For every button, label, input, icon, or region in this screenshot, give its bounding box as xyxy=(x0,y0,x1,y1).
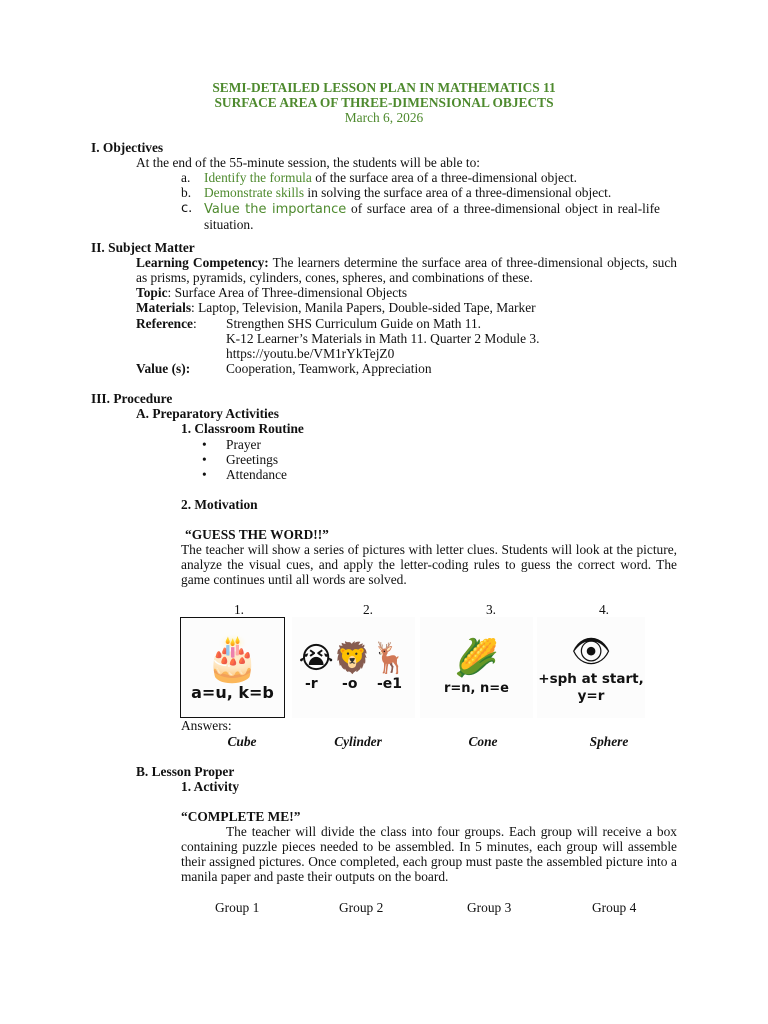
puzzle-number: 1. xyxy=(233,602,245,617)
group-label: Group 1 xyxy=(215,900,260,915)
reference-label: Reference xyxy=(136,316,193,331)
answer-4: Sphere xyxy=(589,734,629,749)
answers-label: Answers: xyxy=(181,718,232,733)
objective-a xyxy=(204,170,577,186)
routine-item: • Attendance xyxy=(226,467,287,483)
objective-c-highlight: Value the importance xyxy=(204,202,347,217)
lesson-date: March 6, 2026 xyxy=(344,110,424,125)
routine-item: • Greetings xyxy=(226,452,278,468)
eye-icon: 👁 xyxy=(570,631,612,670)
preparatory-heading: A. Preparatory Activities xyxy=(136,406,279,421)
answer-3: Cone xyxy=(468,734,498,749)
topic-text: : Surface Area of Three-dimensional Objects xyxy=(167,285,408,300)
subject-matter-heading: II. Subject Matter xyxy=(91,240,195,255)
puzzle-number: 2. xyxy=(362,602,374,617)
corn-icon: 🌽 xyxy=(454,638,499,679)
materials-label: Materials xyxy=(136,300,192,315)
game-title: “GUESS THE WORD!!” xyxy=(185,527,329,542)
cry-lion-deer-icon: 😭🦁🦌 xyxy=(298,641,409,676)
group-label: Group 3 xyxy=(467,900,512,915)
game-description: The teacher will show a series of pictures with letter clues. Students will look at the picture, analyze the visual cues, and apply the letter-coding rules to guess the correct word. The game continues until all words are solved. xyxy=(181,542,677,587)
objective-c-letter: c. xyxy=(181,201,193,216)
objective-a-highlight: Identify the formula xyxy=(204,170,312,185)
birthday-cake-icon: 🎂 xyxy=(205,633,260,684)
puzzle-clue: a=u, k=b xyxy=(191,683,274,702)
objectives-heading: I. Objectives xyxy=(91,140,164,155)
materials-line xyxy=(136,300,536,316)
competency-text: The learners determine the surface area of three-dimensional objects, such as prisms, pyramids, cylinders, cones, spheres, and combinations of these. xyxy=(136,255,678,285)
objective-b-rest: in solving the surface area of a three-dimensional object. xyxy=(304,185,612,200)
reference-2: K-12 Learner’s Materials in Math 11. Quarter 2 Module 3. xyxy=(226,331,540,346)
value-label: Value (s): xyxy=(136,361,191,376)
objective-c xyxy=(204,201,660,232)
objective-b-letter: b. xyxy=(181,185,192,200)
puzzle-card-1 xyxy=(180,617,285,718)
reference-1: Strengthen SHS Curriculum Guide on Math 11. xyxy=(226,316,482,331)
puzzle-number: 3. xyxy=(485,602,497,617)
puzzle-number: 4. xyxy=(598,602,610,617)
learning-competency xyxy=(136,255,677,285)
puzzle-card-4 xyxy=(537,617,645,718)
objective-a-rest: of the surface area of a three-dimensional object. xyxy=(311,170,577,185)
motivation-heading: 2. Motivation xyxy=(181,497,258,512)
reference-line xyxy=(136,316,197,332)
puzzle-card-3 xyxy=(420,617,533,718)
title-line-1: SEMI-DETAILED LESSON PLAN IN MATHEMATICS 11 xyxy=(212,80,556,95)
competency-label: Learning Competency: xyxy=(136,255,269,270)
lesson-proper-heading: B. Lesson Proper xyxy=(136,764,235,779)
objective-b xyxy=(204,185,611,201)
puzzle-clue: r=n, n=e xyxy=(444,681,509,696)
value-text: Cooperation, Teamwork, Appreciation xyxy=(226,361,432,376)
title-line-2: SURFACE AREA OF THREE-DIMENSIONAL OBJECTS xyxy=(214,95,554,110)
reference-colon: : xyxy=(193,316,197,331)
routine-heading: 1. Classroom Routine xyxy=(181,421,304,436)
procedure-heading: III. Procedure xyxy=(91,391,173,406)
activity-heading: 1. Activity xyxy=(181,779,240,794)
objectives-intro: At the end of the 55-minute session, the students will be able to: xyxy=(136,155,481,170)
topic-line xyxy=(136,285,407,301)
objective-b-highlight: Demonstrate skills xyxy=(204,185,305,200)
answer-2: Cylinder xyxy=(334,734,382,749)
puzzle-card-2 xyxy=(292,617,415,718)
routine-item: • Prayer xyxy=(226,437,261,453)
group-label: Group 4 xyxy=(592,900,637,915)
group-label: Group 2 xyxy=(339,900,384,915)
puzzle-clue: +sph at start, y=r xyxy=(538,670,644,704)
materials-text: : Laptop, Television, Manila Papers, Double-sided Tape, Marker xyxy=(191,300,536,315)
puzzle-clue: -r -o -e1 xyxy=(304,676,403,692)
objective-c-rest: of surface area of a three-dimensional object in real-life situation. xyxy=(204,201,660,232)
reference-3: https://youtu.be/VM1rYkTejZ0 xyxy=(226,346,395,361)
activity-description: The teacher will divide the class into four groups. Each group will receive a box containing puzzle pieces needed to be assembled. In 5 minutes, each group will assemble their assigned pictures. Once completed, each group must paste the assembled picture into a manila paper and paste their outputs on the board. xyxy=(181,824,677,884)
answer-1: Cube xyxy=(227,734,257,749)
activity-title: “COMPLETE ME!” xyxy=(181,809,301,824)
topic-label: Topic xyxy=(136,285,168,300)
objective-a-letter: a. xyxy=(181,170,191,185)
